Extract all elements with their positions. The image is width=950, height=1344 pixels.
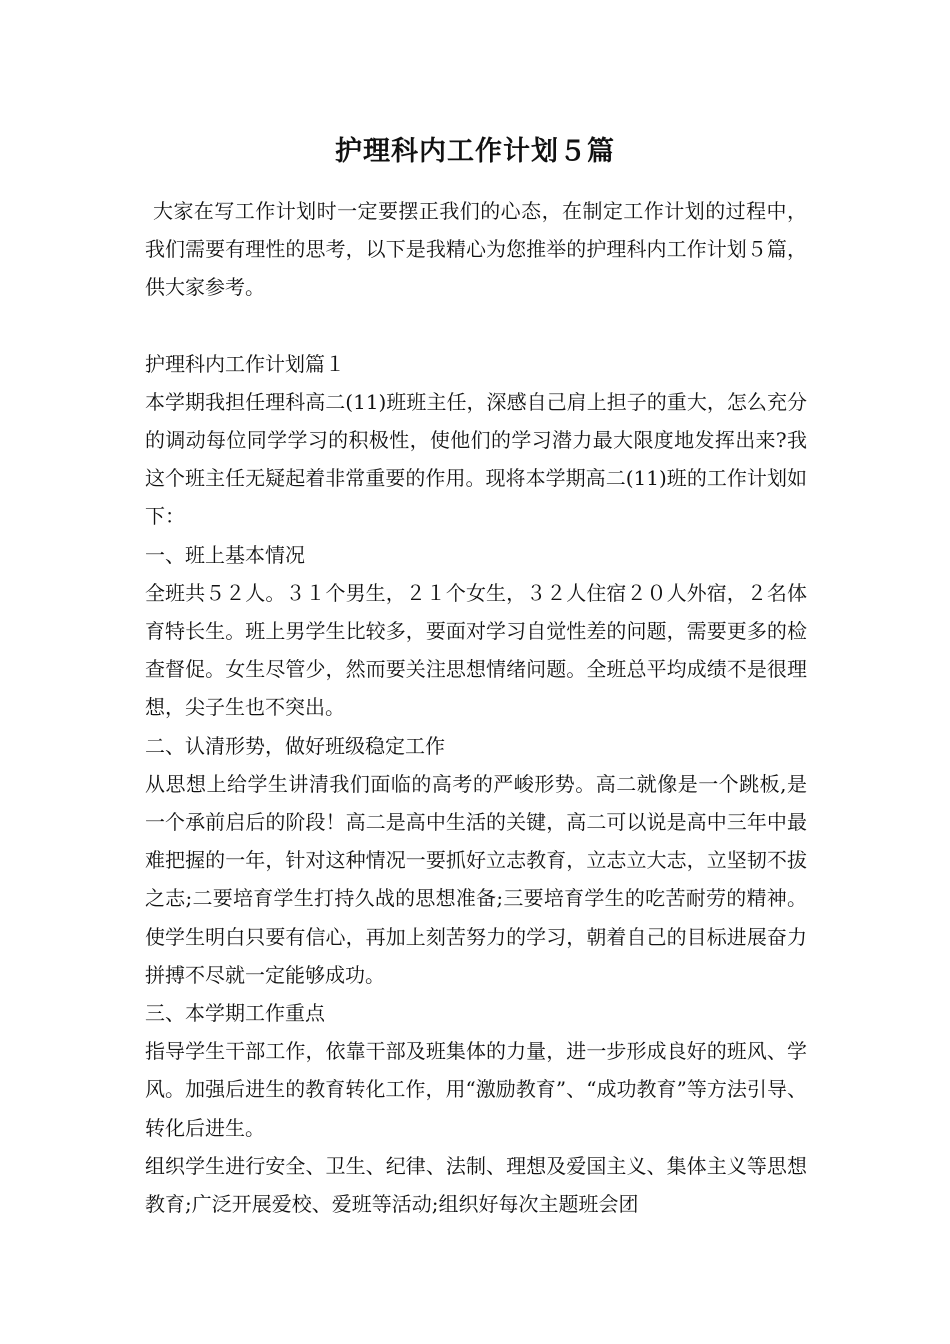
subheading: 一、班上基本情况 — [145, 542, 305, 567]
document-body — [145, 192, 807, 1223]
paragraph-spacer — [145, 307, 807, 345]
subheading: 二、认清形势，做好班级稳定工作 — [145, 733, 445, 758]
body-paragraph: 指导学生干部工作，依靠干部及班集体的力量，进一步形成良好的班风、学风。加强后进生的教育转化工作，用“激励教育”、“成功教育”等方法引导、转化后进生。 — [145, 1039, 807, 1140]
subheading: 三、本学期工作重点 — [145, 1001, 325, 1026]
intro-paragraph: 大家在写工作计划时一定要摆正我们的心态，在制定工作计划的过程中，我们需要有理性的思考，以下是我精心为您推举的护理科内工作计划５篇，供大家参考。 — [145, 199, 807, 300]
body-paragraph: 组织学生进行安全、卫生、纪律、法制、理想及爱国主义、集体主义等思想教育;广泛开展爱校、爱班等活动;组织好每次主题班会团 — [145, 1153, 807, 1217]
section-heading: 护理科内工作计划篇１ — [145, 351, 345, 376]
body-paragraph: 从思想上给学生讲清我们面临的高考的严峻形势。高二就像是一个跳板,是一个承前启后的阶段！高二是高中生活的关键，高二可以说是高中三年中最难把握的一年，针对这种情况一要抓好立志教育，立志立大志，立坚韧不拔之志;二要培育学生打持久战的思想准备;三要培育学生的吃苦耐劳的精神。使学生明白只要有信心，再加上刻苦努力的学习，朝着自己的目标进展奋力拼搏不尽就一定能够成功。 — [145, 771, 807, 987]
body-paragraph: 本学期我担任理科高二(11)班班主任，深感自己肩上担子的重大，怎么充分的调动每位同学学习的积极性，使他们的学习潜力最大限度地发挥出来?我这个班主任无疑起着非常重要的作用。现将本学期高二(11)班的工作计划如下： — [145, 389, 807, 529]
document-title: 护理科内工作计划５篇 — [335, 136, 615, 167]
body-paragraph: 全班共５２人。３１个男生，２１个女生，３２人住宿２０人外宿，２名体育特长生。班上男学生比较多，要面对学习自觉性差的问题，需要更多的检查督促。女生尽管少，然而要关注思想情绪问题。全班总平均成绩不是很理想，尖子生也不突出。 — [145, 580, 807, 720]
